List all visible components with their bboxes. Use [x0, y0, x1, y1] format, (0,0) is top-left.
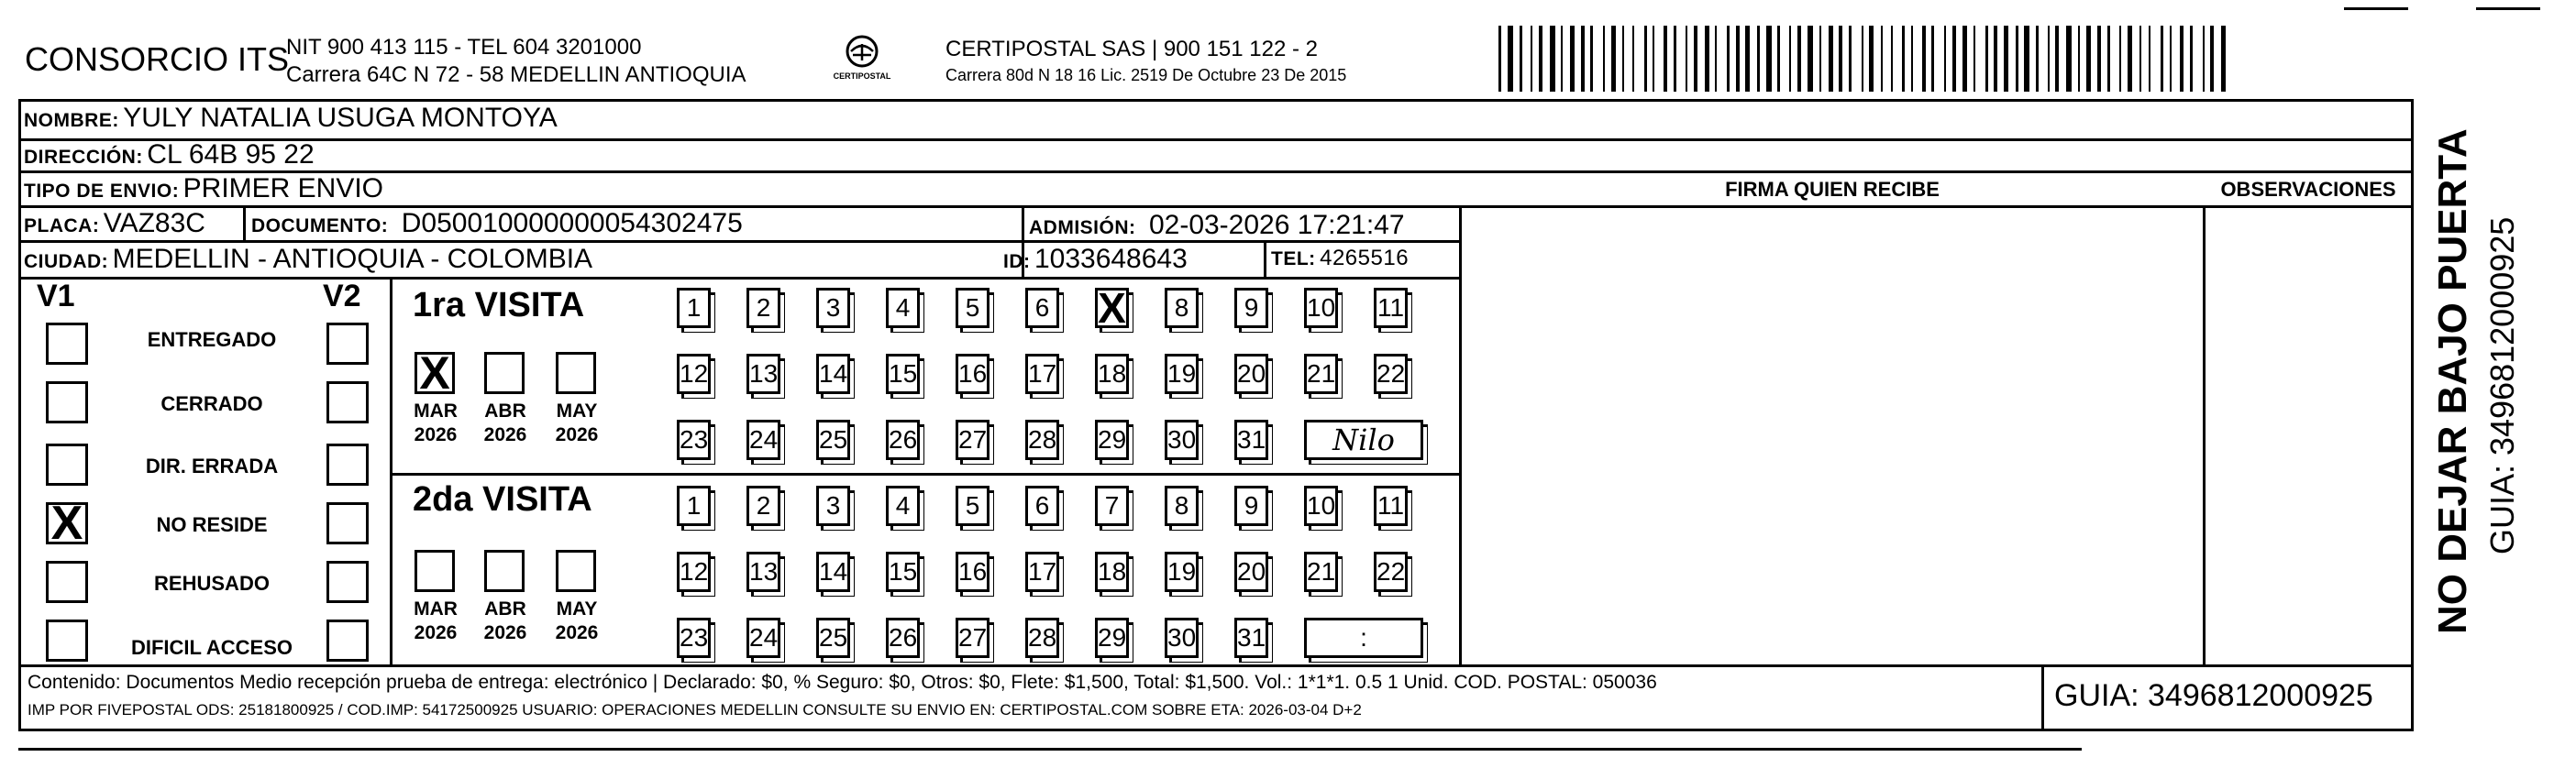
barcode-bar: [1715, 26, 1717, 92]
barcode: [1498, 26, 2232, 92]
header-divider: [18, 99, 2414, 102]
edge-mark: [2344, 7, 2408, 10]
admision-field: [1029, 210, 1405, 241]
day-box[interactable]: 24: [746, 618, 780, 658]
barcode-bar: [2203, 26, 2205, 92]
barcode-bar: [2161, 26, 2163, 92]
v1-checkbox[interactable]: [46, 444, 88, 486]
day-box[interactable]: 27: [956, 618, 989, 658]
v1-checkbox[interactable]: [46, 381, 88, 423]
day-box[interactable]: 9: [1234, 288, 1268, 328]
state-label: REHUSADO: [154, 572, 270, 595]
barcode-bar: [1622, 26, 1624, 92]
day-box[interactable]: 14: [816, 354, 850, 394]
day-box[interactable]: 12: [677, 552, 711, 592]
day-box[interactable]: 15: [886, 354, 920, 394]
day-box[interactable]: 11: [1374, 486, 1408, 526]
barcode-bar: [2048, 26, 2050, 92]
state-label: DIR. ERRADA: [145, 455, 279, 477]
v2-checkbox[interactable]: [326, 502, 369, 544]
barcode-bar: [1819, 26, 1821, 92]
edge-mark: [2476, 7, 2540, 10]
v1-checkbox[interactable]: [46, 620, 88, 662]
carrier-line: CERTIPOSTAL SAS | 900 151 122 - 2: [945, 37, 1318, 61]
day-box[interactable]: 5: [956, 486, 989, 526]
day-box[interactable]: 27: [956, 420, 989, 460]
footer-guia: GUIA: 3496812000925: [2054, 678, 2373, 713]
year-label: 2026: [414, 622, 458, 643]
day-box[interactable]: 23: [677, 618, 711, 658]
month-checkbox[interactable]: [415, 550, 455, 592]
day-box[interactable]: 10: [1304, 486, 1338, 526]
barcode-bar: [1952, 26, 1956, 92]
barcode-bar: [1498, 26, 1501, 92]
v2-checkbox[interactable]: [326, 561, 369, 603]
day-box[interactable]: 18: [1095, 552, 1129, 592]
barcode-bar: [1839, 26, 1842, 92]
year-label: 2026: [414, 424, 458, 445]
month-checkbox[interactable]: [484, 352, 525, 394]
day-box[interactable]: 13: [746, 552, 780, 592]
day-box[interactable]: 1: [677, 486, 711, 526]
day-box[interactable]: 25: [816, 618, 850, 658]
tipo-envio-field: [24, 173, 383, 204]
barcode-bar: [1931, 26, 1934, 92]
ciudad-value: MEDELLIN - ANTIOQUIA - COLOMBIA: [112, 244, 593, 274]
id-value: 1033648643: [1034, 244, 1188, 274]
barcode-bar: [2004, 26, 2008, 92]
day-box[interactable]: 23: [677, 420, 711, 460]
footer-contenido: Contenido: Documentos Medio recepción prueba de entrega: electrónico | Declarado: $0, % Seguro: $0, Otros: $0, Flete: $1,500, Total: $1,500. Vol.: 1*1*1. 0.5 1 Unid. COD. POSTAL: 050036: [28, 672, 1657, 693]
day-box[interactable]: 31: [1234, 420, 1268, 460]
day-box[interactable]: 15: [886, 552, 920, 592]
day-box[interactable]: 20: [1234, 354, 1268, 394]
barcode-bar: [1603, 26, 1605, 92]
day-box[interactable]: 3: [816, 486, 850, 526]
barcode-bar: [2078, 26, 2080, 92]
tel-field: [1271, 246, 1409, 271]
day-box[interactable]: 28: [1025, 618, 1059, 658]
barcode-bar: [1985, 26, 1988, 92]
barcode-bar: [1727, 26, 1730, 92]
barcode-bar: [1891, 26, 1893, 92]
day-box[interactable]: 22: [1374, 552, 1408, 592]
id-label: ID:: [1003, 251, 1031, 272]
states-divider: [390, 277, 392, 664]
day-box[interactable]: 17: [1025, 552, 1059, 592]
v2-checkbox[interactable]: [326, 444, 369, 486]
barcode-bar: [2086, 26, 2091, 92]
time-box[interactable]: Nilo: [1304, 420, 1423, 460]
form-left-border: [18, 99, 21, 731]
barcode-bar: [1644, 26, 1647, 92]
barcode-bar: [1736, 26, 1740, 92]
barcode-bar: [2024, 26, 2029, 92]
day-box[interactable]: 30: [1165, 420, 1199, 460]
barcode-bar: [1973, 26, 1975, 92]
barcode-bar: [1508, 26, 1513, 92]
company-name: CONSORCIO ITS: [25, 40, 290, 78]
barcode-bar: [2119, 26, 2121, 92]
day-box[interactable]: 21: [1304, 354, 1338, 394]
day-box[interactable]: X: [1095, 288, 1129, 328]
barcode-bar: [1862, 26, 1863, 92]
month-label: ABR: [484, 598, 526, 620]
day-box[interactable]: 24: [746, 420, 780, 460]
side-guia: GUIA: 3496812000925: [2483, 216, 2521, 554]
ciudad-label: CIUDAD:: [24, 251, 109, 272]
day-box[interactable]: 25: [816, 420, 850, 460]
v1-checkbox[interactable]: X: [46, 502, 88, 544]
barcode-bar: [1881, 26, 1883, 92]
direccion-field: [24, 139, 315, 170]
id-field: [1003, 244, 1188, 275]
barcode-bar: [2180, 26, 2184, 92]
barcode-bar: [1869, 26, 1874, 92]
barcode-bar: [1902, 26, 1905, 92]
day-box[interactable]: 19: [1165, 354, 1199, 394]
barcode-bar: [1539, 26, 1542, 92]
barcode-bar: [1766, 26, 1772, 92]
barcode-bar: [1664, 26, 1667, 92]
license-line: Carrera 80d N 18 16 Lic. 2519 De Octubre 23 De 2015: [945, 66, 1347, 84]
month-checkbox[interactable]: X: [415, 352, 455, 394]
v1-header: V1: [37, 279, 75, 313]
month-label: ABR: [484, 400, 526, 422]
barcode-bar: [1777, 26, 1780, 92]
nombre-label: NOMBRE:: [24, 110, 119, 131]
day-box[interactable]: 29: [1095, 618, 1129, 658]
barcode-bar: [2055, 26, 2059, 92]
barcode-bar: [2016, 26, 2018, 92]
observaciones-divider: [2203, 205, 2206, 665]
state-label: ENTREGADO: [147, 328, 277, 351]
form-bottom-border: [18, 729, 2414, 731]
month-label: MAR: [414, 598, 458, 620]
day-box[interactable]: 10: [1304, 288, 1338, 328]
barcode-bar: [1632, 26, 1634, 92]
outer-bottom-line: [18, 748, 2082, 751]
visit-divider: [390, 473, 1459, 476]
firma-header: FIRMA QUIEN RECIBE: [1725, 178, 1940, 201]
month-label: MAY: [556, 400, 598, 422]
barcode-bar: [1590, 26, 1593, 92]
admision-value: 02-03-2026 17:21:47: [1148, 210, 1405, 240]
day-box[interactable]: 19: [1165, 552, 1199, 592]
barcode-bar: [1611, 26, 1616, 92]
admision-label: ADMISIÓN:: [1029, 217, 1136, 238]
day-box[interactable]: 22: [1374, 354, 1408, 394]
day-box[interactable]: 3: [816, 288, 850, 328]
day-box[interactable]: 2: [746, 486, 780, 526]
day-box[interactable]: 9: [1234, 486, 1268, 526]
placa-divider: [243, 205, 246, 242]
barcode-bar: [1570, 26, 1575, 92]
state-label: DIFICIL ACCESO: [130, 636, 293, 659]
day-box[interactable]: 17: [1025, 354, 1059, 394]
barcode-bar: [1520, 26, 1522, 92]
company-nit: NIT 900 413 115 - TEL 604 3201000: [286, 35, 642, 60]
day-box[interactable]: 30: [1165, 618, 1199, 658]
v1-checkbox[interactable]: [46, 561, 88, 603]
placa-label: PLACA:: [24, 215, 100, 236]
tel-divider: [1264, 240, 1266, 277]
year-label: 2026: [483, 622, 527, 643]
day-box[interactable]: 4: [886, 486, 920, 526]
barcode-bar: [1686, 26, 1687, 92]
v2-header: V2: [323, 279, 361, 313]
month-label: MAY: [556, 598, 598, 620]
form-right-border: [2411, 99, 2414, 731]
day-box[interactable]: 11: [1374, 288, 1408, 328]
v2-checkbox[interactable]: [326, 323, 369, 365]
barcode-bar: [1694, 26, 1697, 92]
tel-value: 4265516: [1320, 246, 1410, 270]
day-box[interactable]: 12: [677, 354, 711, 394]
footer-imp: IMP POR FIVEPOSTAL ODS: 25181800925 / COD.IMP: 54172500925 USUARIO: OPERACIONES MEDELLIN CONSULTE SU ENVIO EN: CERTIPOSTAL.COM SOBRE ETA: 2026-03-04 D+2: [28, 701, 1362, 719]
day-box[interactable]: 21: [1304, 552, 1338, 592]
barcode-bar: [1994, 26, 1997, 92]
day-box[interactable]: 13: [746, 354, 780, 394]
day-box[interactable]: 2: [746, 288, 780, 328]
barcode-bar: [2170, 26, 2172, 92]
barcode-bar: [2107, 26, 2110, 92]
barcode-bar: [1757, 26, 1760, 92]
row-line: [18, 277, 1459, 280]
barcode-bar: [1653, 26, 1654, 92]
barcode-bar: [1705, 26, 1709, 92]
barcode-bar: [2066, 26, 2072, 92]
day-box[interactable]: 26: [886, 420, 920, 460]
direccion-label: DIRECCIÓN:: [24, 147, 143, 168]
barcode-bar: [1808, 26, 1813, 92]
barcode-bar: [2097, 26, 2101, 92]
barcode-bar: [1674, 26, 1676, 92]
visita2-title: 2da VISITA: [413, 480, 592, 519]
day-box[interactable]: 26: [886, 618, 920, 658]
barcode-bar: [2149, 26, 2150, 92]
barcode-bar: [1550, 26, 1555, 92]
logo-caption: CERTIPOSTAL: [833, 71, 891, 81]
row-line: [18, 138, 2414, 141]
barcode-bar: [2190, 26, 2193, 92]
month-checkbox[interactable]: [556, 352, 596, 394]
day-box[interactable]: 8: [1165, 486, 1199, 526]
day-box[interactable]: 6: [1025, 288, 1059, 328]
year-label: 2026: [555, 622, 599, 643]
nombre-field: [24, 103, 558, 134]
firma-divider: [1459, 205, 1462, 665]
barcode-bar: [2139, 26, 2141, 92]
day-box[interactable]: 18: [1095, 354, 1129, 394]
state-label: CERRADO: [160, 392, 263, 415]
documento-field: [251, 208, 743, 239]
day-box[interactable]: 31: [1234, 618, 1268, 658]
v1-checkbox[interactable]: [46, 323, 88, 365]
day-box[interactable]: 4: [886, 288, 920, 328]
nombre-value: YULY NATALIA USUGA MONTOYA: [123, 103, 558, 133]
barcode-bar: [1944, 26, 1946, 92]
state-label: NO RESIDE: [156, 513, 268, 536]
ciudad-field: [24, 244, 592, 275]
barcode-bar: [1581, 26, 1585, 92]
barcode-bar: [1531, 26, 1532, 92]
documento-label: DOCUMENTO:: [251, 215, 389, 236]
barcode-bar: [2036, 26, 2039, 92]
year-label: 2026: [483, 424, 527, 445]
day-box[interactable]: 6: [1025, 486, 1059, 526]
footer-guia-divider: [2041, 664, 2044, 729]
barcode-bar: [1922, 26, 1926, 92]
day-box[interactable]: 28: [1025, 420, 1059, 460]
v2-checkbox[interactable]: [326, 381, 369, 423]
certipostal-logo: [825, 33, 899, 88]
row-line: [18, 664, 2414, 667]
day-box[interactable]: 16: [956, 552, 989, 592]
day-box[interactable]: 16: [956, 354, 989, 394]
barcode-bar: [1797, 26, 1801, 92]
day-box[interactable]: 7: [1095, 486, 1129, 526]
month-label: MAR: [414, 400, 458, 422]
barcode-bar: [1962, 26, 1967, 92]
barcode-bar: [1745, 26, 1750, 92]
day-box[interactable]: 5: [956, 288, 989, 328]
time-box[interactable]: :: [1304, 618, 1423, 658]
visita1-title: 1ra VISITA: [413, 286, 585, 324]
tipo-envio-label: TIPO DE ENVIO:: [24, 181, 180, 202]
barcode-bar: [2210, 26, 2214, 92]
barcode-bar: [2221, 26, 2226, 92]
month-checkbox[interactable]: [556, 550, 596, 592]
year-label: 2026: [555, 424, 599, 445]
barcode-bar: [1849, 26, 1852, 92]
barcode-bar: [1911, 26, 1913, 92]
observaciones-header: OBSERVACIONES: [2220, 178, 2396, 201]
tel-label: TEL:: [1271, 248, 1316, 269]
barcode-bar: [1789, 26, 1791, 92]
tipo-envio-value: PRIMER ENVIO: [182, 173, 384, 203]
day-box[interactable]: 1: [677, 288, 711, 328]
barcode-bar: [1829, 26, 1833, 92]
barcode-bar: [2128, 26, 2132, 92]
placa-field: [24, 208, 205, 239]
barcode-bar: [1561, 26, 1563, 92]
day-box[interactable]: 14: [816, 552, 850, 592]
side-warning: NO DEJAR BAJO PUERTA: [2430, 128, 2475, 634]
day-box[interactable]: 8: [1165, 288, 1199, 328]
direccion-value: CL 64B 95 22: [147, 139, 315, 170]
placa-value: VAZ83C: [103, 208, 205, 238]
day-box[interactable]: 29: [1095, 420, 1129, 460]
company-address: Carrera 64C N 72 - 58 MEDELLIN ANTIOQUIA: [286, 62, 746, 87]
day-box[interactable]: 20: [1234, 552, 1268, 592]
documento-value: D050010000000054302475: [401, 208, 743, 238]
month-checkbox[interactable]: [484, 550, 525, 592]
v2-checkbox[interactable]: [326, 620, 369, 662]
